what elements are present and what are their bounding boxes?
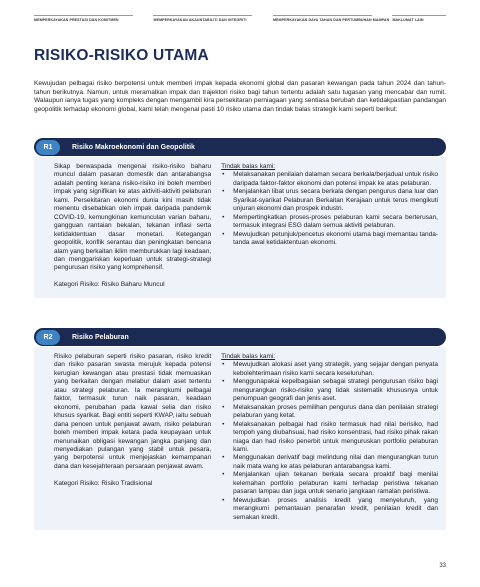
response-item: • Mewujudkan alokasi aset yang strategik, yang sejajar dengan penyata kebolehterimaan risiko kami secara keseluruhan. xyxy=(221,361,438,378)
response-item: • Menggunapakai kepelbagaian sebagai strategi pengurusan risiko bagi mengurangkan risiko-risiko yang tidak sistematik khususnya untuk penumpuan geografi dan jenis aset. xyxy=(221,378,438,403)
risk-section-r1 xyxy=(34,138,446,298)
section-title: Risiko Pelaburan xyxy=(72,333,129,341)
risk-description-column xyxy=(54,353,211,522)
response-item: • Mewujudkan petunjuk/pencetus ekonomi utama bagi memantau tanda-tanda awal ketidaktentuan ekonomi. xyxy=(221,231,438,248)
response-list xyxy=(221,361,438,522)
response-item: • Mempertingkatkan proses-proses pelaburan kami secara berterusan, termasuk integrasi ESG dalam semua aktiviti pelaburan. xyxy=(221,214,438,231)
response-item: • Melaksanakan proses pemilihan pengurus dana dan penilaian strategi pelaburan yang ketat. xyxy=(221,404,438,421)
response-list xyxy=(221,171,438,247)
response-item: • Mewujudkan proses analisis kredit yang menyeluruh, yang merangkumi pemantauan penarafan kredit, penilaian kredit dan semakan kredit. xyxy=(221,497,438,522)
response-item: • Menggunakan derivatif bagi melindung nilai dan mengurangkan turun naik mata wang ke atas pelaburan antarabangsa kami. xyxy=(221,454,438,471)
risk-description: Risiko pelaburan seperti risiko pasaran, risiko kredit dan risiko pasaran swasta merujuk kepada potensi kerugian kewangan atau prestasi tidak memuaskan yang berkaitan dengan melabur dalam aset tertentu atau strategi pelaburan. Ia merangkumi pelbagai faktor, termasuk turun naik pasaran, keadaan ekonomi, perubahan pada kawal selia dan risiko khusus syarikat. Bagi entiti seperti KWAP, iaitu sebuah dana pencen untuk penjawat awam, risiko pelaburan boleh memberi impak ketara pada keupayaan untuk menunaikan obligasi kewangan jangka panjang dan menyediakan pulangan yang stabil untuk pesara, yang berpotensi untuk menjejaskan kemampanan dana dan kesejahteraan persaraan penjawat awam. xyxy=(54,353,212,470)
risk-badge: R2 xyxy=(36,330,60,345)
nav-item-prestasi[interactable]: MEMPERKAYAKAN PRESTASI DAN KOMITMEN xyxy=(34,15,133,27)
top-navigation xyxy=(34,15,446,27)
response-item: • Menjalankan ujian tekanan berkala secara proaktif bagi menilai kelemahan portfolio pelaburan kami terhadap peristiwa tekanan pasaran lampau dan juga untuk senario jangkaan ramalan peristiwa. xyxy=(221,471,438,496)
section-title: Risiko Makroekonomi dan Geopolitik xyxy=(72,143,195,151)
response-column xyxy=(221,353,438,522)
risk-description: Sikap berwaspada mengenai risiko-risiko baharu muncul dalam pasaran domestik dan antarabangsa adalah penting kerana risiko-risiko ini boleh memberi impak yang signifikan ke atas aktiviti-aktiviti pelaburan kami. Persekitaran ekonomi dunia kini masih tidak menentu disebabkan oleh impak daripada pandemik COVID-19, kemungkinan kemunculan varian baharu, gangguan rantaian bekalan, tekanan inflasi serta ketidaktentuan dasar monetari. Ketegangan geopolitik, konflik serantau dan peningkatan bencana alam yang berkaitan iklim memburukkan lagi keadaan, dan menggariskan keperluan untuk strategi-strategi pengurusan risiko yang komprehensif. xyxy=(54,163,212,272)
nav-item-daya-tahan[interactable]: MEMPERKAYAKAN DAYA TAHAN DAN PERTUMBUHAN MAMPAN xyxy=(273,15,372,27)
response-item: • Melaksanakan pelbagai had risiko termasuk had nilai berisiko, had tempoh yang diubahsuai, had risiko konsentrasi, had risiko pihak rakan niaga dan had risiko penerbit untuk menguruskan portfolio pelaburan kami. xyxy=(221,421,438,455)
nav-item-maklumat-lain[interactable]: MAKLUMAT LAIN xyxy=(392,15,446,27)
page-number: 33 xyxy=(439,563,446,569)
section-body xyxy=(34,347,446,530)
response-item: • Menjalankan libat urus secara berkala dengan pengurus dana luar dan Syarikat-syarikat Pelaburan Berkaitan Kerajaan untuk terus mengikuti unjuran ekonomi dan prospek industri. xyxy=(221,188,438,213)
response-column xyxy=(221,163,438,290)
risk-category: Kategori Risiko: Risiko Baharu Muncul xyxy=(54,281,165,289)
response-label: Tindak balas kami: xyxy=(221,163,276,170)
section-header xyxy=(34,138,446,156)
page-title: RISIKO-RISIKO UTAMA xyxy=(34,47,209,64)
intro-paragraph: Kewujudan pelbagai risiko berpotensi untuk memberi impak kepada ekonomi global dan pasaran kewangan pada tahun 2024 dan tahun-tahun berikutnya. Namun, untuk meramalkan impak dan trajektori risiko bagi tahun tertentu adalah satu tugasan yang mencabar dan rumit. Walaupun ianya tugas yang kompleks dengan mengambil kira persekitaran perniagaan yang sentiasa berubah dan ketidakpastian pandangan geopolitik terhadap ekonomi global, kami telah mengenal pasti 10 risiko utama dan tindak balas strategik kami seperti berikut: xyxy=(34,80,446,113)
nav-item-akauntabiliti[interactable]: MEMPERKAYAKAN AKAUNTABILITI DAN INTEGRITI xyxy=(153,15,252,27)
risk-section-r2 xyxy=(34,328,446,530)
section-body xyxy=(34,157,446,298)
risk-category: Kategori Risiko: Risiko Tradisional xyxy=(54,479,153,487)
risk-badge: R1 xyxy=(36,140,60,155)
risk-description-column xyxy=(54,163,211,290)
response-label: Tindak balas kami: xyxy=(221,353,276,360)
section-header xyxy=(34,328,446,346)
response-item: • Melaksanakan penilaian dalaman secara berkala/berjadual untuk risiko daripada faktor-faktor ekonomi dan potensi impak ke atas pelaburan. xyxy=(221,171,438,188)
